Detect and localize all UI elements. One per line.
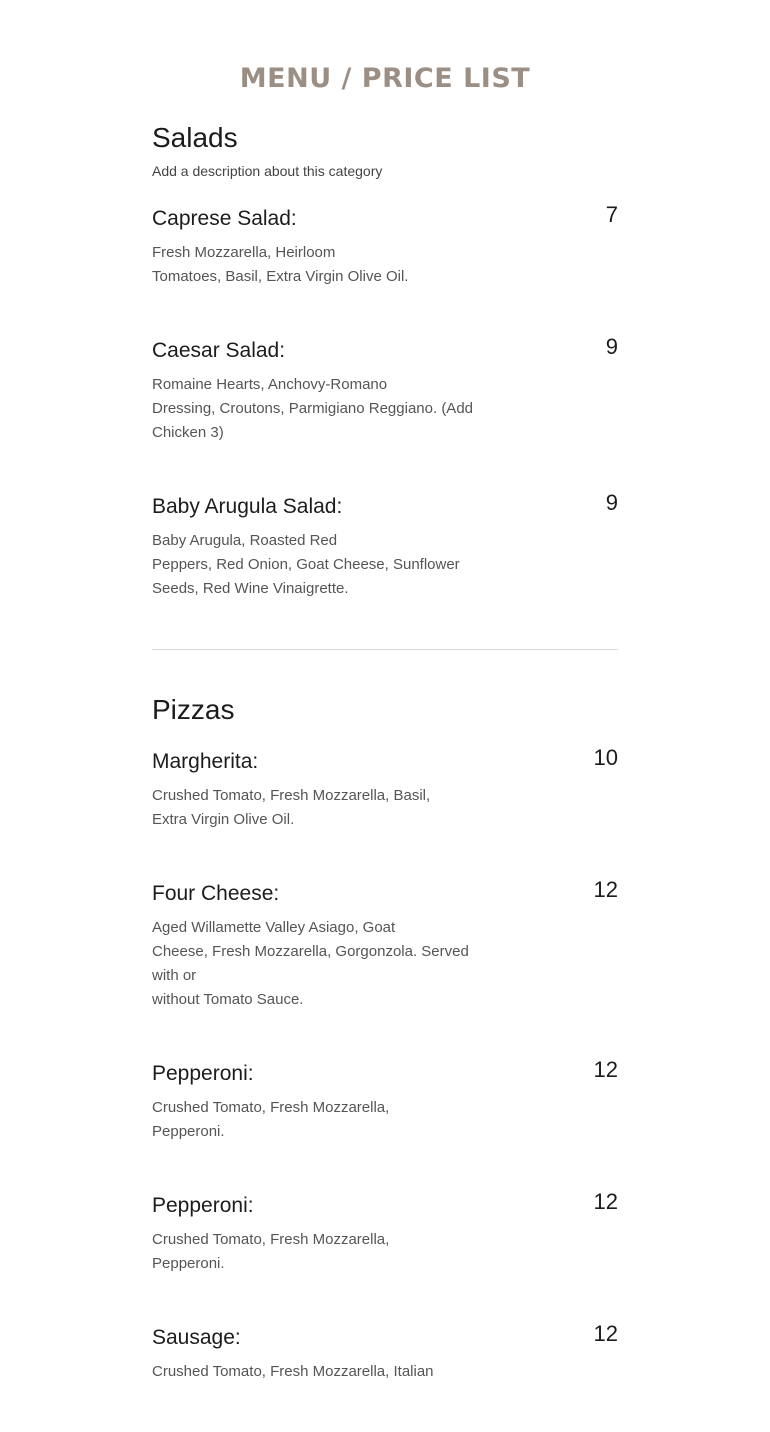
menu-item (152, 1321, 618, 1384)
section-divider (152, 649, 618, 650)
menu-item-name: Margherita: (152, 750, 259, 773)
menu-item (152, 745, 618, 832)
menu-item-description: Crushed Tomato, Fresh Mozzarella, Basil, Extra Virgin Olive Oil. (152, 787, 431, 828)
menu-item-price: 9 (605, 334, 618, 359)
menu-item-price: 9 (605, 490, 618, 515)
menu-item (152, 877, 618, 1012)
menu-item (152, 1189, 618, 1276)
menu-item-list (152, 202, 618, 601)
menu-item-price: 7 (605, 202, 618, 227)
menu-item-description: Crushed Tomato, Fresh Mozzarella, Pepperoni. (152, 1231, 390, 1272)
category-pizzas (152, 692, 618, 1384)
menu-item (152, 202, 618, 289)
category-description: Add a description about this category (152, 163, 383, 179)
menu-item-name: Pepperoni: (152, 1194, 254, 1217)
menu-item-description: Fresh Mozzarella, Heirloom Tomatoes, Basil, Extra Virgin Olive Oil. (152, 244, 409, 285)
menu-item-name: Caprese Salad: (152, 207, 297, 230)
menu-item (152, 490, 618, 601)
menu-item-description: Romaine Hearts, Anchovy-Romano Dressing, Croutons, Parmigiano Reggiano. (Add Chicken 3) (152, 376, 473, 441)
menu-item-description: Crushed Tomato, Fresh Mozzarella, Italian (152, 1363, 434, 1380)
menu-item-name: Baby Arugula Salad: (152, 495, 343, 518)
menu-item-name: Pepperoni: (152, 1062, 254, 1085)
menu-item-description: Crushed Tomato, Fresh Mozzarella, Pepperoni. (152, 1099, 390, 1140)
menu-item-name: Four Cheese: (152, 882, 280, 905)
category-title: Pizzas (152, 694, 235, 725)
menu-item-list (152, 745, 618, 1384)
menu-item-name: Sausage: (152, 1326, 241, 1349)
menu-item-price: 12 (593, 1321, 618, 1346)
page-title: MENU / PRICE LIST (239, 63, 531, 95)
menu-item-name: Caesar Salad: (152, 339, 286, 362)
menu-item-price: 12 (593, 1057, 618, 1082)
menu-item (152, 1057, 618, 1144)
category-salads (152, 120, 618, 601)
menu-item-price: 12 (593, 1189, 618, 1214)
category-title: Salads (152, 122, 238, 153)
menu-item-price: 12 (593, 877, 618, 902)
menu-item-price: 10 (593, 745, 618, 770)
menu (152, 120, 618, 1432)
menu-item (152, 334, 618, 445)
menu-item-description: Aged Willamette Valley Asiago, Goat Cheese, Fresh Mozzarella, Gorgonzola. Served with or without Tomato Sauce. (152, 919, 469, 1008)
menu-item-description: Baby Arugula, Roasted Red Peppers, Red Onion, Goat Cheese, Sunflower Seeds, Red Wine Vinaigrette. (152, 532, 460, 597)
